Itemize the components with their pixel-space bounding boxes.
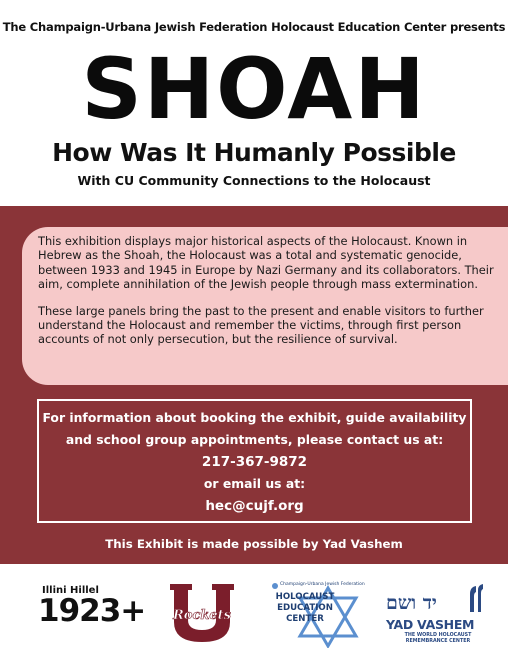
contact-line-2: and school group appointments, please contact us at: xyxy=(65,432,444,447)
yv-sub-line-2: REMEMBRANCE CENTER xyxy=(405,639,471,644)
hec-text xyxy=(266,592,344,625)
yv-name-text: YAD VASHEM xyxy=(386,617,475,632)
presenter-line: The Champaign-Urbana Jewish Federation Holocaust Education Center presents xyxy=(2,20,506,34)
hec-mini-text: Champaign-Urbana Jewish Federation xyxy=(280,582,365,587)
logo-strip xyxy=(0,570,508,658)
yad-vashem-logo xyxy=(384,582,496,652)
yv-subtitle xyxy=(388,633,488,645)
description-panel xyxy=(22,227,508,385)
contact-email[interactable]: hec@cujf.org xyxy=(205,498,304,514)
page-title: SHOAH xyxy=(81,40,427,138)
tagline: With CU Community Connections to the Holocaust xyxy=(77,173,431,188)
contact-phone[interactable]: 217-367-9872 xyxy=(201,454,308,470)
credit-line: This Exhibit is made possible by Yad Vashem xyxy=(105,537,403,551)
rockets-u-icon xyxy=(160,582,244,644)
hec-line-2: EDUCATION xyxy=(277,603,333,613)
illini-hillel-logo xyxy=(28,585,146,645)
page-subtitle: How Was It Humanly Possible xyxy=(52,138,456,167)
rockets-word: Rockets xyxy=(173,608,231,623)
yv-sub-line-1: THE WORLD HOLOCAUST xyxy=(404,633,472,638)
description-paragraph-1: This exhibition displays major historical aspects of the Holocaust. Known in Hebrew as the Shoah, the Holocaust was a total and systematic genocide, between 1933 and 1945 in Europe by Nazi Germany and its collaborators. Their aim, complete annihilation of the Jewish people through mass extermination. xyxy=(38,234,494,292)
hillel-small-text: Illini Hillel xyxy=(42,585,99,596)
hec-logo xyxy=(266,582,366,648)
rockets-logo xyxy=(160,582,244,644)
yv-hebrew-text: יד ושם xyxy=(386,592,437,614)
hec-line-3: CENTER xyxy=(286,614,324,624)
contact-line-1: For information about booking the exhibit, guide availability xyxy=(42,410,467,425)
hec-line-1: HOLOCAUST xyxy=(275,592,335,602)
yv-flame-icon xyxy=(466,584,486,614)
hillel-year-text: 1923+ xyxy=(38,593,146,629)
contact-email-intro: or email us at: xyxy=(203,476,306,491)
contact-box xyxy=(37,399,472,523)
description-paragraph-2: These large panels bring the past to the present and enable visitors to further understand the Holocaust and remember the victims, through first person accounts of not only persecution, but the resilience of survival. xyxy=(38,303,484,347)
